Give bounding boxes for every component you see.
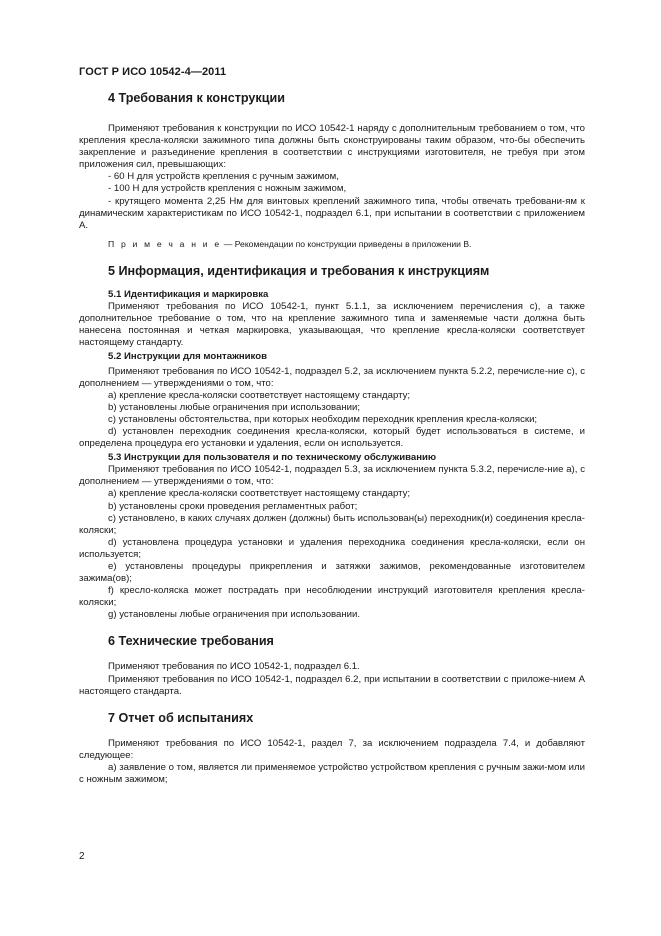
list-item: с) установлено, в каких случаях должен (должны) быть использован(ы) переходник(и) соединения кресла-коляски; [79,512,585,536]
paragraph: Применяют требования по ИСО 10542-1, подраздел 6.2, при испытании в соответствии с приложе-нием А настоящего стандарта. [79,673,585,697]
section-5-title: 5 Информация, идентификация и требования к инструкциям [108,263,490,278]
list-item: - 60 Н для устройств крепления с ручным зажимом, [108,171,339,183]
page-number: 2 [79,851,85,862]
subsection-5-2-title: 5.2 Инструкции для монтажников [108,351,267,363]
paragraph: Применяют требования к конструкции по ИСО 10542-1 наряду с дополнительным требованием о том, что крепления кресла-коляски зажимного типа должны быть сконструированы таким образом, что-бы обеспечить закрепление и разъединение крепления в соответствии с инструкциями изготовителя, не требуя при этом приложения сил, превышающих: [79,123,585,171]
note-label: П р и м е ч а н и е [108,238,222,249]
list-item: с) установлены обстоятельства, при которых необходим переходник крепления кресла-коляски; [108,413,538,425]
paragraph: Применяют требования по ИСО 10542-1, подраздел 5.3, за исключением пункта 5.3.2, перечисле-ние а), с дополнением — утверждениями о том, что: [79,464,585,488]
list-item: е) установлены процедуры прикрепления и затяжки зажимов, рекомендованные изготовителем зажима(ов); [79,561,585,585]
paragraph: Применяют требования по ИСО 10542-1, раздел 7, за исключением подраздела 7.4, и добавляют следующее: [79,737,585,761]
note [79,238,585,250]
subsection-5-3-title: 5.3 Инструкции для пользователя и по техническому обслуживанию [108,452,437,464]
list-item: b) установлены сроки проведения регламентных работ; [108,500,358,512]
list-item: - 100 Н для устройств крепления с ножным зажимом, [108,183,347,195]
list-item: f) кресло-коляска может пострадать при несоблюдении инструкций изготовителя крепления кресла-коляски; [79,585,585,609]
list-item: а) крепление кресла-коляски соответствует настоящему стандарту; [108,389,411,401]
list-item: а) крепление кресла-коляски соответствует настоящему стандарту; [108,488,411,500]
section-6-title: 6 Технические требования [108,634,274,649]
paragraph: Применяют требования по ИСО 10542-1, пункт 5.1.1, за исключением перечисления с), а также дополнительное требование о том, что на крепление зажимного типа и заменяемые части должна быть нанесена постоянная и четкая маркировка, указывающая, что крепление кресла-коляски соответствует настоящему стандарту. [79,301,585,349]
list-item: а) заявление о том, является ли применяемое устройство устройством крепления с ручным зажи-мом или с ножным зажимом; [79,761,585,786]
list-item: g) установлены любые ограничения при использовании. [108,609,361,621]
subsection-5-1-title: 5.1 Идентификация и маркировка [108,288,269,300]
document-body [79,90,585,786]
list-item: d) установлен переходник соединения кресла-коляски, который будет использоваться в системе, и определена процедура его установки и удаления, если он используется. [79,425,585,450]
list-item: - крутящего момента 2,25 Нм для винтовых креплений зажимного типа, чтобы отвечать требовани-ям к динамическим характеристикам по ИСО 10542-1, подраздел 6.1, при испытании в соответствии с приложением А. [79,195,585,231]
section-7-title: 7 Отчет об испытаниях [108,710,254,725]
section-4-title: 4 Требования к конструкции [108,91,285,105]
paragraph: Применяют требования по ИСО 10542-1, подраздел 5.2, за исключением пункта 5.2.2, перечисле-ние с), с дополнением — утверждениями о том, что: [79,365,585,389]
document-header: ГОСТ Р ИСО 10542-4—2011 [79,66,227,78]
note-text: — Рекомендации по конструкции приведены в приложении В. [221,238,472,249]
list-item: d) установлена процедура установки и удаления переходника соединения кресла-коляски, если он используется; [79,536,585,560]
paragraph: Применяют требования по ИСО 10542-1, подраздел 6.1. [108,661,360,673]
list-item: b) установлены любые ограничения при использовании; [108,401,361,413]
